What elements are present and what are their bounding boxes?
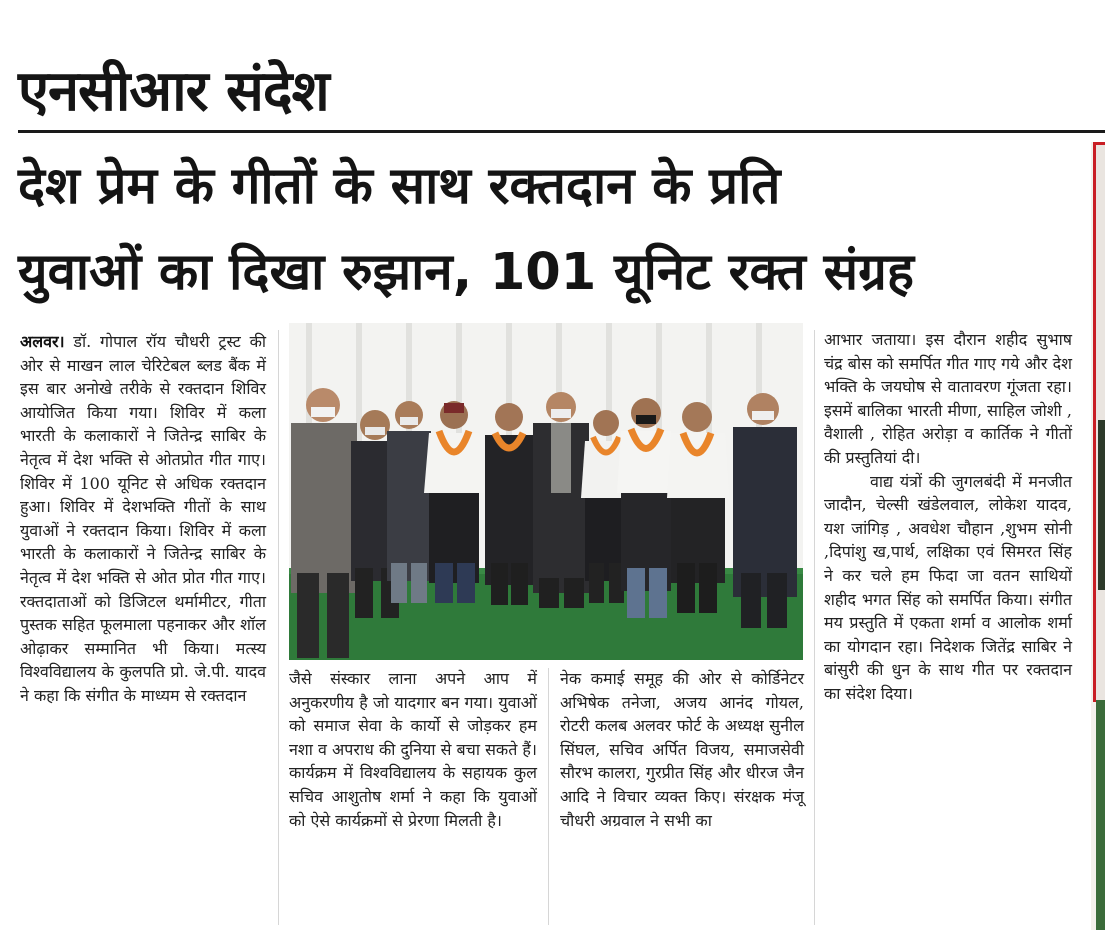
section-rule — [18, 130, 1105, 133]
article-column-1 — [20, 330, 266, 708]
column-4-paragraph-2: वाद्य यंत्रों की जुगलबंदी में मनजीत जादौन, चेल्सी खंडेलवाल, लोकेश यादव, यश जांगिड़ , अवधेश चौहान ,शुभम सोनी ,दिपांशु ख,पार्थ, लक्षिका एवं सिमरत सिंह ने कर चले हम फिदा जा वतन साथियों शहीद भगत सिंह को समर्पित किया। संगीत मय प्रस्तुति में एकता शर्मा व आलोक शर्मा का योगदान रहा। निदेशक जितेंद्र साबिर ने बांसुरी की धुन के साथ गीत पर रक्तदान का संदेश दिया। — [824, 471, 1072, 703]
headline — [18, 144, 914, 316]
article-column-2 — [289, 667, 537, 832]
column-4-paragraph-1: आभार जताया। इस दौरान शहीद सुभाष चंद्र बोस को समर्पित गीत गाए गये और देश भक्ति के जयघोष से वातावरण गूंजता रहा। इसमें बालिका भारती मीणा, साहिल जोशी , वैशाली , रोहित अरोड़ा व कार्तिक ने गीतों की प्रस्तुतियां दी। — [824, 330, 1072, 467]
adjacent-ad-image — [1096, 700, 1105, 930]
column-2-text: जैसे संस्कार लाना अपने आप में अनुकरणीय है जो यादगार बन गया। युवाओं को समाज सेवा के कार्यो से जोड़कर हम नशा व अपराध की दुनिया से बचा सकते हैं। कार्यक्रम में विश्वविद्यालय के सहायक कुल सचिव आशुतोष शर्मा ने कहा कि युवाओं को ऐसे कार्यक्रमों से प्रेरणा मिलती है। — [289, 669, 537, 830]
column-1-text: डॉ. गोपाल रॉय चौधरी ट्रस्ट की ओर से माखन लाल चेरिटेबल ब्लड बैंक में इस बार अनोखे तरीके से रक्तदान शिविर आयोजित किया गया। शिविर में कला भारती के कलाकारों ने जितेन्द्र साबिर के नेतृत्व में देश भक्ति से ओतप्रोत गीत गाए। शिविर में 100 यूनिट से अधिक रक्तदान हुआ। शिविर में देशभक्ति गीतों के साथ युवाओं ने रक्तदान किया। शिविर में कला भारती के कलाकारों ने जितेन्द्र साबिर के नेतृत्व में देश भक्ति से ओत प्रोत गीत गाए। रक्तदाताओं को डिजिटल थर्मामीटर, गीता पुस्तक सहित फूलमाला पहनाकर और शॉल ओढ़ाकर सम्मानित भी किया। मत्स्य विश्वविद्यालय के कुलपति प्रो. जे.पी. यादव ने कहा कि संगीत के माध्यम से रक्तदान — [20, 332, 266, 705]
section-title: एनसीआर संदेश — [18, 59, 329, 124]
dateline: अलवर। — [20, 332, 65, 351]
column-divider — [814, 330, 815, 925]
headline-line-1: देश प्रेम के गीतों के साथ रक्तदान के प्रति — [18, 157, 781, 216]
article-column-4 — [824, 328, 1072, 706]
article-column-3 — [560, 667, 804, 832]
photo-illustration — [289, 323, 803, 660]
person-3 — [387, 401, 431, 603]
column-divider — [548, 668, 549, 925]
person-8 — [617, 398, 675, 618]
column-divider — [278, 330, 279, 925]
event-photo — [289, 323, 803, 660]
person-9 — [667, 402, 729, 613]
column-3-text: नेक कमाई समूह की ओर से कोर्डिनेटर अभिषेक तनेजा, अजय आनंद गोयल, रोटरी कलब अलवर फोर्ट के अध्यक्ष सुनील सिंघल, सचिव अर्पित विजय, समाजसेवी सौरभ कालरा, गुरप्रीत सिंह और धीरज जैन आदि ने विचार व्यक्त किए। संरक्षक मंजू चौधरी अग्रवाल ने सभी का — [560, 669, 804, 830]
adjacent-ad-image — [1098, 420, 1105, 590]
headline-line-2: युवाओं का दिखा रुझान, 101 यूनिट रक्त संग्रह — [18, 243, 914, 302]
person-10 — [733, 393, 797, 628]
person-6 — [533, 392, 589, 608]
article-paragraph — [20, 330, 266, 708]
